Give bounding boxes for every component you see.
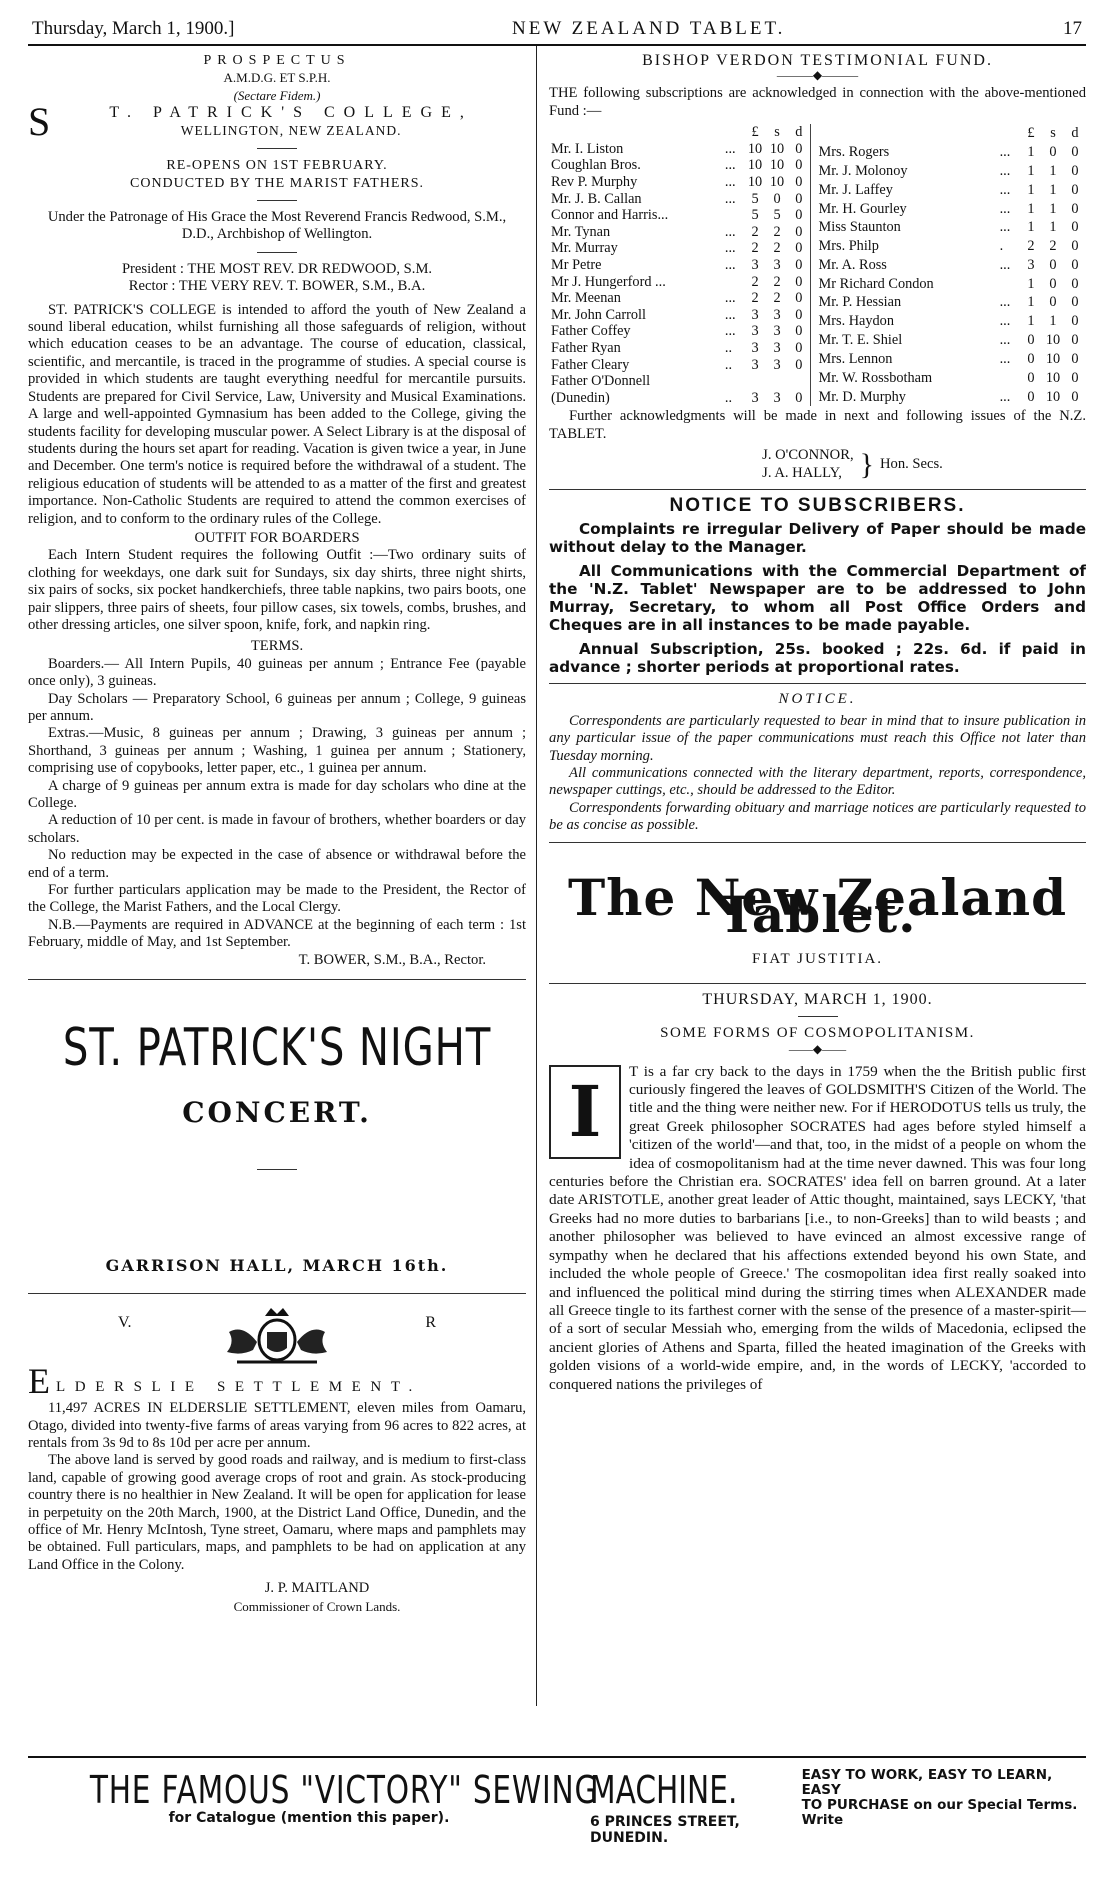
divider-ornament-icon: ———◆——— bbox=[776, 68, 859, 83]
amount-pence: 0 bbox=[1071, 144, 1079, 161]
currency-header: £ s d bbox=[1027, 125, 1079, 142]
amount-shillings: 0 bbox=[1049, 275, 1057, 292]
subscriber-name: Miss Staunton bbox=[818, 219, 901, 236]
elderslie-sig-name: J. P. MAITLAND bbox=[264, 1580, 370, 1597]
college-intro: ST. PATRICK'S COLLEGE is intended to afford the youth of New Zealand a sound liberal education, whilst furnishing all those safeguards of religion, without which education ceases to be an advantage. The course of education, classical, scientific, and mercantile, is traced in the programme of studies. A special course is provided in which students are taught everything needful for mercantile pursuits. Students are prepared for Civil Service, Law, University and Musical Examinations. A large and well-appointed Gymnasium has been added to the College, giving the students facility for developing muscular power. A Select Library is at the disposal of students during the hours set apart for reading. Vacation is given twice a year, in June and December. One term's notice is required before the withdrawal of a student. The religious education of students will be attended to as a matter of the first and greatest importance. Non-Catholic Students are required to attend the common exercises of religion, and to conform to the ordinary rules of the College. bbox=[28, 301, 527, 527]
subscriber-name: Mrs. Rogers bbox=[818, 144, 890, 161]
amount-pence: 0 bbox=[788, 224, 810, 241]
page-header bbox=[28, 18, 1086, 46]
currency-header: £ s d bbox=[549, 124, 810, 141]
amount-shillings: 3 bbox=[773, 256, 781, 273]
subscriber-name: Mr. John Carroll bbox=[551, 306, 646, 323]
terms-item: A reduction of 10 per cent. is made in favour of brothers, whether boarders or day scholars. bbox=[28, 812, 527, 846]
right-column bbox=[537, 46, 1086, 1706]
subscriber-name: Mr. I. Liston bbox=[551, 140, 624, 157]
concert-title: ST. PATRICK'S NIGHT bbox=[62, 1018, 492, 1079]
leader-dots: .. bbox=[724, 389, 733, 406]
subscription-row bbox=[549, 290, 810, 307]
amount-pence: 0 bbox=[1071, 238, 1079, 255]
subscription-tables bbox=[549, 124, 1086, 406]
outfit-heading: OUTFIT FOR BOARDERS bbox=[194, 529, 360, 546]
leader-dots: ... bbox=[724, 256, 736, 273]
subscription-row bbox=[817, 199, 1086, 218]
leader-dots: .. bbox=[724, 356, 733, 373]
amount-pounds: 1 bbox=[1027, 200, 1035, 217]
amount-shillings: 1 bbox=[1049, 162, 1057, 179]
subscription-row bbox=[817, 293, 1086, 312]
terms-item: Boarders.— All Intern Pupils, 40 guineas per annum ; Entrance Fee (payable once only), 3 guineas. bbox=[28, 655, 527, 690]
leader-dots bbox=[723, 207, 744, 224]
leader-dots: ... bbox=[999, 181, 1011, 198]
subscriber-name: Father Cleary bbox=[551, 356, 630, 373]
subscriber-name: Father Ryan bbox=[551, 339, 621, 356]
header-title: NEW ZEALAND TABLET. bbox=[512, 18, 786, 39]
amount-pounds: 1 bbox=[1027, 162, 1035, 179]
notice-heading: NOTICE. bbox=[778, 691, 857, 708]
amount-pence: 0 bbox=[1071, 332, 1079, 349]
amount-pounds: 10 bbox=[747, 157, 763, 174]
elderslie-heading: LDERSLIE SETTLEMENT. bbox=[56, 1379, 422, 1396]
amount-pounds: 3 bbox=[1027, 256, 1035, 273]
terms-item: Day Scholars — Preparatory School, 6 guineas per annum ; College, 9 guineas per annum. bbox=[28, 690, 527, 724]
amount-pence: 0 bbox=[788, 290, 810, 307]
crest-initials bbox=[28, 1314, 526, 1332]
masthead-title: The New Zealand Tablet. bbox=[567, 867, 1068, 944]
leader-dots: ... bbox=[724, 174, 736, 190]
patronage-line: Under the Patronage of His Grace the Most Reverend Francis Redwood, S.M., D.D., Archbishop of Wellington. bbox=[47, 209, 507, 243]
amount-shillings: 2 bbox=[773, 240, 781, 257]
terms-item: A charge of 9 guineas per annum extra is made for day scholars who dine at the College. bbox=[28, 777, 527, 812]
subscriber-name: Mr. P. Hessian bbox=[818, 294, 902, 311]
article-title: SOME FORMS OF COSMOPOLITANISM. bbox=[660, 1025, 975, 1042]
amount-pounds: 1 bbox=[1027, 294, 1035, 311]
terms-heading: TERMS. bbox=[250, 638, 304, 655]
leader-dots: ... bbox=[999, 350, 1011, 367]
amount-pence: 0 bbox=[788, 390, 810, 407]
amount-shillings: 3 bbox=[773, 306, 781, 323]
subscriber-name: Mr. Meenan bbox=[551, 290, 621, 307]
amount-shillings: 10 bbox=[769, 140, 785, 157]
page-number: 17 bbox=[1063, 18, 1082, 39]
amount-pence: 0 bbox=[1071, 369, 1079, 386]
leader-dots: ... bbox=[999, 144, 1011, 161]
amount-shillings: 10 bbox=[1045, 350, 1061, 367]
amount-pence: 0 bbox=[788, 340, 810, 357]
leader-dots: ... bbox=[724, 190, 736, 207]
president-line: President : THE MOST REV. DR REDWOOD, S.M. bbox=[121, 260, 433, 277]
verdon-sig-2: J. A. HALLY, bbox=[762, 464, 842, 481]
college-location: WELLINGTON, NEW ZEALAND. bbox=[180, 122, 402, 138]
amount-pounds: 2 bbox=[1027, 238, 1035, 255]
sewing-catalogue: for Catalogue (mention this paper). bbox=[168, 1810, 450, 1826]
subscriber-name: Mr J. Hungerford ... bbox=[551, 273, 666, 290]
subscription-row bbox=[817, 312, 1086, 331]
subscriber-name: Mr. A. Ross bbox=[818, 256, 887, 273]
amount-pounds bbox=[744, 373, 766, 390]
subscriber-name: Mr Richard Condon bbox=[818, 275, 934, 292]
leader-dots: ... bbox=[999, 219, 1011, 236]
leader-dots: ... bbox=[999, 313, 1011, 330]
leader-dots: ... bbox=[724, 323, 736, 340]
amount-shillings: 3 bbox=[773, 339, 781, 356]
leader-dots: ... bbox=[724, 223, 736, 240]
amount-pounds: 3 bbox=[751, 356, 759, 373]
subscription-row bbox=[817, 237, 1086, 256]
notice-para-1: Correspondents are particularly requested to bear in mind that to insure publication in any particular issue of the paper communications must reach this Office not later than Tuesday morning. bbox=[549, 712, 1086, 764]
prospectus-signature: T. BOWER, S.M., B.A., Rector. bbox=[298, 951, 487, 968]
college-name-block bbox=[28, 99, 526, 145]
amount-pounds: 1 bbox=[1027, 219, 1035, 236]
amount-shillings: 3 bbox=[773, 389, 781, 406]
left-column bbox=[28, 46, 537, 1706]
subscriber-name: (Dunedin) bbox=[551, 389, 610, 406]
subscription-row bbox=[549, 224, 810, 241]
subscription-row bbox=[817, 369, 1086, 388]
masthead bbox=[549, 867, 1086, 969]
amount-pounds: 3 bbox=[751, 339, 759, 356]
college-latin-motto: (Sectare Fidem.) bbox=[233, 87, 321, 103]
subscription-row bbox=[549, 274, 810, 291]
leader-dots bbox=[723, 274, 744, 291]
subscriber-name: Coughlan Bros. bbox=[551, 157, 641, 174]
amount-pounds: 3 bbox=[751, 256, 759, 273]
leader-dots: .. bbox=[724, 339, 733, 356]
subscription-row bbox=[549, 373, 810, 390]
amount-shillings: 1 bbox=[1049, 219, 1057, 236]
subscription-row bbox=[549, 240, 810, 257]
concert-advert bbox=[28, 1018, 526, 1275]
subscription-row bbox=[817, 387, 1086, 406]
leader-dots: ... bbox=[724, 240, 736, 257]
subscription-table-left bbox=[549, 124, 811, 406]
subscriber-name: Mr. Murray bbox=[551, 240, 618, 257]
divider-ornament-icon: ——◆—— bbox=[788, 1041, 847, 1056]
subscription-row bbox=[817, 181, 1086, 200]
amount-pounds: 2 bbox=[751, 223, 759, 240]
amount-pounds: 3 bbox=[751, 323, 759, 340]
amount-pence: 0 bbox=[1071, 388, 1079, 405]
subscription-row bbox=[817, 218, 1086, 237]
leader-dots: ... bbox=[999, 388, 1011, 405]
amount-pence: 0 bbox=[1071, 181, 1079, 198]
amount-pence: 0 bbox=[788, 357, 810, 374]
subscriber-name: Mr. J. B. Callan bbox=[551, 190, 642, 207]
notice-para-2: All communications connected with the literary department, reports, correspondence, newspaper cuttings, etc., should be addressed to the Editor. bbox=[549, 764, 1086, 799]
amount-shillings bbox=[766, 373, 788, 390]
concert-subtitle: CONCERT. bbox=[182, 1096, 372, 1130]
leader-dots: ... bbox=[999, 294, 1011, 311]
elderslie-dropcap: E bbox=[28, 1361, 50, 1402]
notice-subscribers bbox=[549, 494, 1086, 677]
leader-dots: ... bbox=[999, 200, 1011, 217]
notice-para-3: Correspondents forwarding obituary and marriage notices are particularly requested to be as concise as possible. bbox=[549, 799, 1086, 834]
verdon-signatures: J. O'CONNOR, J. A. HALLY, } Hon. Secs. bbox=[762, 447, 943, 481]
leader-dots: ... bbox=[999, 332, 1011, 349]
elderslie-title bbox=[28, 1361, 526, 1402]
subscription-row bbox=[817, 331, 1086, 350]
terms-item: No reduction may be expected in the case of absence or withdrawal before the end of a term. bbox=[28, 847, 527, 881]
subscriber-name: Mrs. Philp bbox=[818, 238, 879, 255]
amount-pounds: 0 bbox=[1027, 369, 1035, 386]
masthead-motto: FIAT JUSTITIA. bbox=[751, 951, 884, 968]
subscriber-name: Mr. H. Gourley bbox=[818, 200, 907, 217]
amount-shillings: 10 bbox=[1045, 369, 1061, 386]
subscriber-name: Mr. J. Molonoy bbox=[818, 162, 908, 179]
amount-shillings: 0 bbox=[773, 190, 781, 207]
prospectus-title: PROSPECTUS bbox=[203, 53, 351, 68]
amount-pounds: 5 bbox=[751, 190, 759, 207]
terms-item: N.B.—Payments are required in ADVANCE at the beginning of each term : 1st February, middle of May, and 1st September. bbox=[28, 916, 527, 951]
amount-pence: 0 bbox=[788, 274, 810, 291]
amount-pence: 0 bbox=[1071, 350, 1079, 367]
amount-pence: 0 bbox=[1071, 200, 1079, 217]
subscription-row bbox=[549, 307, 810, 324]
subscriber-name: Father O'Donnell bbox=[551, 373, 651, 390]
amount-shillings: 0 bbox=[1049, 144, 1057, 161]
amount-pence: 0 bbox=[788, 307, 810, 324]
amount-pence: 0 bbox=[788, 257, 810, 274]
subscription-table-right bbox=[817, 124, 1086, 406]
elderslie-advert bbox=[28, 1302, 526, 1615]
sewing-machine-advert bbox=[28, 1756, 1086, 1846]
subscription-row bbox=[817, 350, 1086, 369]
crest-initial-r: R bbox=[425, 1314, 437, 1332]
amount-pounds: 2 bbox=[751, 240, 759, 257]
subscription-row bbox=[549, 357, 810, 374]
subscribers-para-3: Annual Subscription, 25s. booked ; 22s. 6d. if paid in advance ; shorter periods at proportional rates. bbox=[549, 640, 1086, 677]
subscription-row bbox=[817, 143, 1086, 162]
amount-pence: 0 bbox=[1071, 256, 1079, 273]
header-date: Thursday, March 1, 1900.] bbox=[32, 18, 235, 39]
amount-shillings: 1 bbox=[1049, 200, 1057, 217]
subscriber-name: Mr Petre bbox=[551, 256, 602, 273]
subscription-row bbox=[549, 174, 810, 191]
amount-pounds: 0 bbox=[1027, 350, 1035, 367]
amount-pounds: 0 bbox=[1027, 332, 1035, 349]
article-dropcap: I bbox=[549, 1065, 621, 1159]
columns bbox=[28, 46, 1086, 1706]
subscriber-name: Mr. J. Laffey bbox=[818, 181, 893, 198]
subscribers-para-1: Complaints re irregular Delivery of Paper should be made without delay to the Manager. bbox=[549, 520, 1086, 557]
sewing-address: 6 PRINCES STREET, DUNEDIN. bbox=[590, 1814, 740, 1846]
terms-item: For further particulars application may be made to the President, the Rector of the College, the Marist Fathers, and the Local Clergy. bbox=[28, 882, 527, 916]
subscriber-name: Connor and Harris... bbox=[551, 207, 669, 224]
leader-dots: ... bbox=[724, 157, 736, 174]
outfit-text: Each Intern Student requires the following Outfit :—Two ordinary suits of clothing for weekdays, one dark suit for Sundays, six day shirts, three night shirts, six pairs of socks, six pocket handkerchiefs, three table napkins, two pairs boots, one pair slippers, three pairs of sheets, four pillow cases, six towels, combs, brushes, and other dressing articles, one silver spoon, knife, fork, and napkin ring. bbox=[28, 547, 527, 633]
subscription-row bbox=[817, 162, 1086, 181]
amount-pounds: 1 bbox=[1027, 313, 1035, 330]
subscription-row bbox=[549, 323, 810, 340]
leader-dots: ... bbox=[999, 256, 1011, 273]
leader-dots: ... bbox=[724, 140, 736, 157]
editorial-notice bbox=[549, 691, 1086, 834]
amount-pence: 0 bbox=[788, 240, 810, 257]
subscription-row bbox=[817, 275, 1086, 294]
verdon-intro: THE following subscriptions are acknowledged in connection with the above-mentioned Fund :— bbox=[549, 85, 1086, 119]
amount-pence: 0 bbox=[788, 157, 810, 174]
leader-dots: ... bbox=[724, 306, 736, 323]
royal-coat-of-arms-icon bbox=[217, 1302, 337, 1368]
amount-shillings: 2 bbox=[773, 273, 781, 290]
subscribers-heading: NOTICE TO SUBSCRIBERS. bbox=[669, 494, 966, 516]
elderslie-para-2: The above land is served by good roads and railway, and is medium to first-class land, capable of growing good average crops of root and grain. As stock-producing country there is no healthier in New Zealand. It will be open for application for lease in perpetuity on the 20th March, 1900, at the District Land Office, Dunedin, and the office of Mr. Henry McIntosh, Tyne street, Oamaru, where maps and pamphlets may be obtained. Full particulars, maps, and pamphlets to be had on application at any Land Office in the Colony. bbox=[28, 1452, 527, 1573]
subscription-row bbox=[549, 207, 810, 224]
amount-shillings: 3 bbox=[773, 356, 781, 373]
amount-pounds: 10 bbox=[747, 140, 763, 157]
amount-pounds: 5 bbox=[751, 207, 759, 224]
amount-shillings: 5 bbox=[773, 207, 781, 224]
verdon-fund bbox=[549, 52, 1086, 482]
leader-dots bbox=[998, 369, 1020, 388]
amount-shillings: 0 bbox=[1049, 256, 1057, 273]
verdon-sig-1: J. O'CONNOR, bbox=[762, 447, 854, 464]
sewing-machine-word: MACHINE. bbox=[590, 1768, 738, 1812]
amount-shillings: 1 bbox=[1049, 313, 1057, 330]
subscriber-name: Mr. D. Murphy bbox=[818, 388, 906, 405]
crest-initial-v: V. bbox=[118, 1314, 132, 1332]
amount-shillings: 10 bbox=[1045, 332, 1061, 349]
amount-pounds: 2 bbox=[751, 273, 759, 290]
subscriber-name: Mr. W. Rossbotham bbox=[818, 369, 933, 386]
leader-dots bbox=[723, 373, 744, 390]
conducted-line: CONDUCTED BY THE MARIST FATHERS. bbox=[130, 175, 425, 191]
subscriber-name: Mr. T. E. Shiel bbox=[818, 332, 903, 349]
verdon-title: BISHOP VERDON TESTIMONIAL FUND. bbox=[642, 52, 993, 69]
subscription-row bbox=[549, 390, 810, 407]
amount-pounds: 1 bbox=[1027, 275, 1035, 292]
amount-shillings: 10 bbox=[1045, 388, 1061, 405]
verdon-further: Further acknowledgments will be made in next and following issues of the N.Z. TABLET. bbox=[549, 408, 1086, 442]
amount-pounds: 0 bbox=[1027, 388, 1035, 405]
amount-pence: 0 bbox=[1071, 219, 1079, 236]
subscribers-para-2: All Communications with the Commercial Department of the 'N.Z. Tablet' Newspaper are to be addressed to John Murray, Secretary, to whom all Post Office Orders and Cheques are in all instances to be made payable. bbox=[549, 562, 1086, 635]
amount-shillings: 0 bbox=[1049, 294, 1057, 311]
subscription-row bbox=[549, 157, 810, 174]
article-date: THURSDAY, MARCH 1, 1900. bbox=[702, 990, 933, 1008]
amount-pence: 0 bbox=[1071, 313, 1079, 330]
amount-pence bbox=[788, 373, 810, 390]
amount-pence: 0 bbox=[788, 174, 810, 191]
subscriber-name: Mr. Tynan bbox=[551, 223, 611, 240]
sewing-tagline-2: TO PURCHASE on our Special Terms. Write bbox=[801, 1797, 1078, 1828]
terms-item: Extras.—Music, 8 guineas per annum ; Drawing, 3 guineas per annum ; Shorthand, 3 guineas per annum ; Washing, 1 guinea per annum ; Stationery, comprising use of copybooks, letter paper, etc., 1 guinea per annum. bbox=[28, 725, 527, 777]
elderslie-sig-title: Commissioner of Crown Lands. bbox=[233, 1598, 401, 1614]
article bbox=[549, 991, 1086, 1394]
reopens-line: RE-OPENS ON 1ST FEBRUARY. bbox=[166, 158, 388, 174]
amount-pounds: 2 bbox=[751, 290, 759, 307]
amount-shillings: 2 bbox=[773, 223, 781, 240]
college-dropcap: S bbox=[28, 99, 51, 145]
elderslie-para-1: 11,497 ACRES IN ELDERSLIE SETTLEMENT, eleven miles from Oamaru, Otago, divided into twenty-five farms of areas varying from 96 acres to 822 acres, at rentals from 3s 9d to 8s 10d per acre per annum. bbox=[28, 1400, 527, 1451]
amount-pounds: 3 bbox=[751, 306, 759, 323]
sewing-title: THE FAMOUS "VICTORY" SEWING bbox=[89, 1768, 599, 1812]
prospectus-section bbox=[28, 52, 526, 969]
subscriber-name: Mrs. Lennon bbox=[818, 350, 893, 367]
amount-pence: 0 bbox=[1071, 162, 1079, 179]
verdon-secs: Hon. Secs. bbox=[880, 455, 943, 472]
concert-venue: GARRISON HALL, MARCH 16th. bbox=[105, 1256, 449, 1276]
subscriber-name: Mrs. Haydon bbox=[818, 313, 894, 330]
amount-pounds: 1 bbox=[1027, 181, 1035, 198]
leader-dots: ... bbox=[724, 290, 736, 307]
leader-dots: ... bbox=[999, 162, 1011, 179]
amount-shillings: 10 bbox=[769, 174, 785, 190]
subscription-row bbox=[549, 141, 810, 158]
amount-pence: 0 bbox=[788, 207, 810, 224]
sewing-tagline-1: EASY TO WORK, EASY TO LEARN, EASY bbox=[801, 1767, 1053, 1798]
amount-shillings: 3 bbox=[773, 323, 781, 340]
subscription-row bbox=[549, 191, 810, 208]
rector-line: Rector : THE VERY REV. T. BOWER, S.M., B.A. bbox=[128, 278, 426, 295]
amount-pounds: 1 bbox=[1027, 144, 1035, 161]
amount-shillings: 2 bbox=[773, 290, 781, 307]
subscription-row bbox=[549, 340, 810, 357]
article-body: T is a far cry back to the days in 1759 when the the British public first curiously fingered the leaves of GOLDSMITH'S Citizen of the World. The title and the thing were neither new. For if HERODOTUS tells us truly, the great Greek philosopher SOCRATES had ages before styled himself a 'citizen of the world'—and that, too, in the midst of a people on whom the idea of cosmopolitanism had at the time never dawned. This was four long centuries before the Christian era. SOCRATES' idea fell on barren ground. At a later date ARISTOTLE, another great leader of Attic thought, maintained, says LECKY, 'that Greeks had no more duties to barbarians [i.e., to non-Greeks] than to wild beasts ; and another philosopher was believed to have evinced an almost excessive range of sympathy when he declared that his affections extended beyond his own State, and included the whole people of Greece.' The cosmopolitan idea first really soaked into and influenced the political mind during the stirring times when ALEXANDER made all Greece tingle to its farthest corner with the sense of the presence of a master-spirit—of a sort of secular Messiah who, emerging from the wilds of Macedonia, eclipsed the ancient glories of Athens and Sparta, filled the heated imagination of the Greeks with golden visions of a world-wide empire, and, in the words of LECKY, 'accorded to conquered nations the privileges of bbox=[549, 1062, 1086, 1393]
subscriber-name: Rev P. Murphy bbox=[551, 174, 638, 190]
college-name: T. PATRICK'S COLLEGE, bbox=[109, 104, 473, 122]
leader-dots: . bbox=[999, 238, 1004, 255]
subscription-row bbox=[549, 257, 810, 274]
amount-shillings: 1 bbox=[1049, 181, 1057, 198]
amount-pounds: 3 bbox=[751, 389, 759, 406]
amount-pence: 0 bbox=[1071, 294, 1079, 311]
subscriber-name: Father Coffey bbox=[551, 323, 631, 340]
amount-pence: 0 bbox=[788, 141, 810, 158]
leader-dots bbox=[998, 275, 1020, 294]
amount-pence: 0 bbox=[788, 323, 810, 340]
amount-shillings: 2 bbox=[1049, 238, 1057, 255]
amount-pounds: 10 bbox=[747, 174, 763, 190]
amount-pence: 0 bbox=[1071, 275, 1079, 292]
subscription-row bbox=[817, 256, 1086, 275]
college-motto: A.M.D.G. ET S.P.H. bbox=[223, 70, 331, 86]
amount-pence: 0 bbox=[788, 191, 810, 208]
amount-shillings: 10 bbox=[769, 157, 785, 174]
